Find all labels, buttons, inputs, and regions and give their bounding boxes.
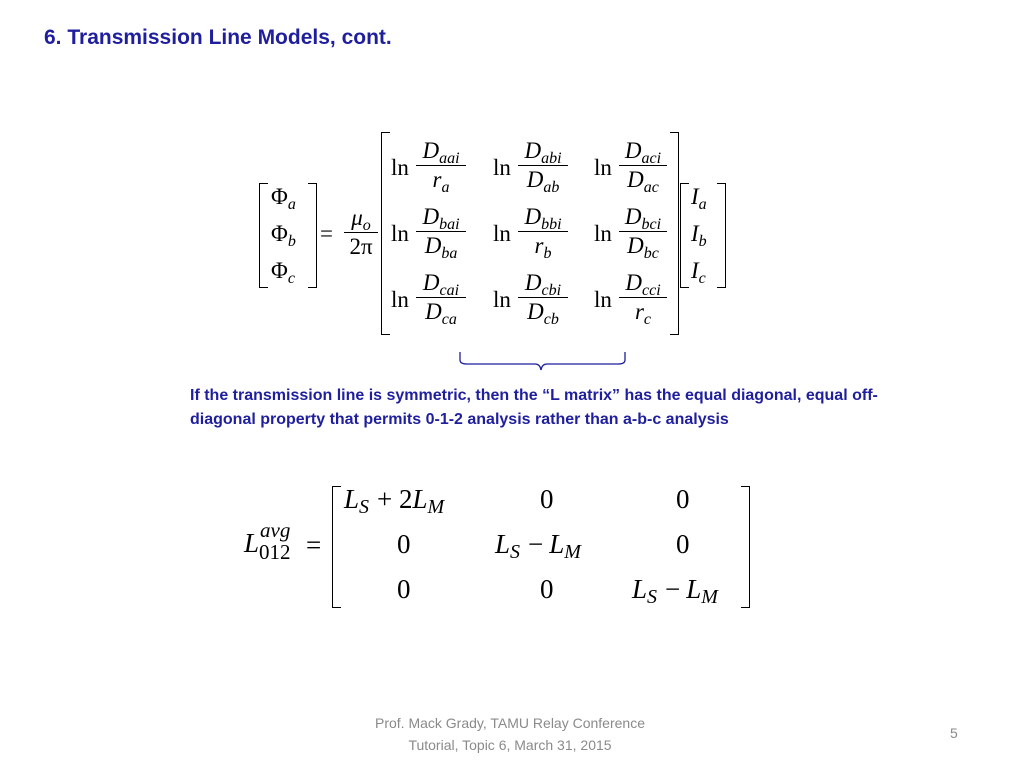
l012-r1c1: $L_S + 2L_M$ <box>344 484 445 518</box>
current-c: $I_c$ <box>691 258 706 287</box>
footer <box>340 712 680 756</box>
page-number: 5 <box>950 725 958 741</box>
ln-r3c1: ln <box>391 287 409 312</box>
ln-r3c2: ln <box>493 287 511 312</box>
under-brace <box>455 350 630 380</box>
ln-r2c3: ln <box>594 221 612 246</box>
matrix-element-r2c2: $D_{bbi}$ $r_b$ <box>518 203 568 260</box>
phi-vector-right-bracket <box>308 183 317 288</box>
footer-line-1: Prof. Mack Grady, TAMU Relay Conference <box>375 715 645 731</box>
equals-sign-2: = <box>306 530 322 560</box>
footer-line-2: Tutorial, Topic 6, March 31, 2015 <box>408 737 612 753</box>
phi-vector-left-bracket <box>259 183 268 288</box>
current-vector-right-bracket <box>717 183 726 288</box>
phi-b: $\Phi_b$ <box>271 221 296 250</box>
ln-r3c3: ln <box>594 287 612 312</box>
l012-r1c3: 0 <box>676 484 690 514</box>
l012-matrix-right-bracket <box>741 486 750 608</box>
l012-r2c1: 0 <box>397 529 411 559</box>
l012-avg: L avg 012 <box>244 518 291 564</box>
l012-r1c2: 0 <box>540 484 554 514</box>
inductance-matrix-right-bracket <box>670 132 679 335</box>
matrix-element-r2c3: $D_{bci}$ $D_{bc}$ <box>619 203 667 260</box>
l012-matrix-left-bracket <box>332 486 341 608</box>
ln-r1c1: ln <box>391 155 409 180</box>
matrix-element-r3c2: $D_{cbi}$ $D_{cb}$ <box>518 269 568 326</box>
ln-r2c1: ln <box>391 221 409 246</box>
l012-r2c3: 0 <box>676 529 690 559</box>
matrix-element-r3c3: $D_{cci}$ $r_c$ <box>619 269 667 326</box>
permeability-coefficient: $\mu_o$ 2π <box>344 204 378 261</box>
l012-r2c2: $L_S - L_M$ <box>495 529 581 563</box>
matrix-element-r3c1: $D_{cai}$ $D_{ca}$ <box>416 269 466 326</box>
current-vector-left-bracket <box>680 183 689 288</box>
matrix-element-r1c1: $D_{aai}$ $r_a$ <box>416 137 466 194</box>
equals-sign: = <box>320 221 333 246</box>
l012-r3c2: 0 <box>540 574 554 604</box>
ln-r1c3: ln <box>594 155 612 180</box>
matrix-element-r1c3: $D_{aci}$ $D_{ac}$ <box>619 137 667 194</box>
slide-title: 6. Transmission Line Models, cont. <box>44 26 392 49</box>
matrix-element-r2c1: $D_{bai}$ $D_{ba}$ <box>416 203 466 260</box>
symmetry-note: If the transmission line is symmetric, then the “L matrix” has the equal diagonal, equal off-diagonal property that permits 0-1-2 analysis rather than a-b-c analysis <box>190 387 878 428</box>
l012-r3c3: $L_S - L_M$ <box>632 574 718 608</box>
matrix-element-r1c2: $D_{abi}$ $D_{ab}$ <box>518 137 568 194</box>
ln-r1c2: ln <box>493 155 511 180</box>
inductance-matrix-left-bracket <box>381 132 390 335</box>
phi-a: $\Phi_a$ <box>271 184 296 213</box>
current-b: $I_b$ <box>691 221 707 250</box>
l012-r3c1: 0 <box>397 574 411 604</box>
current-a: $I_a$ <box>691 184 707 213</box>
phi-c: $\Phi_c$ <box>271 258 295 287</box>
ln-r2c2: ln <box>493 221 511 246</box>
